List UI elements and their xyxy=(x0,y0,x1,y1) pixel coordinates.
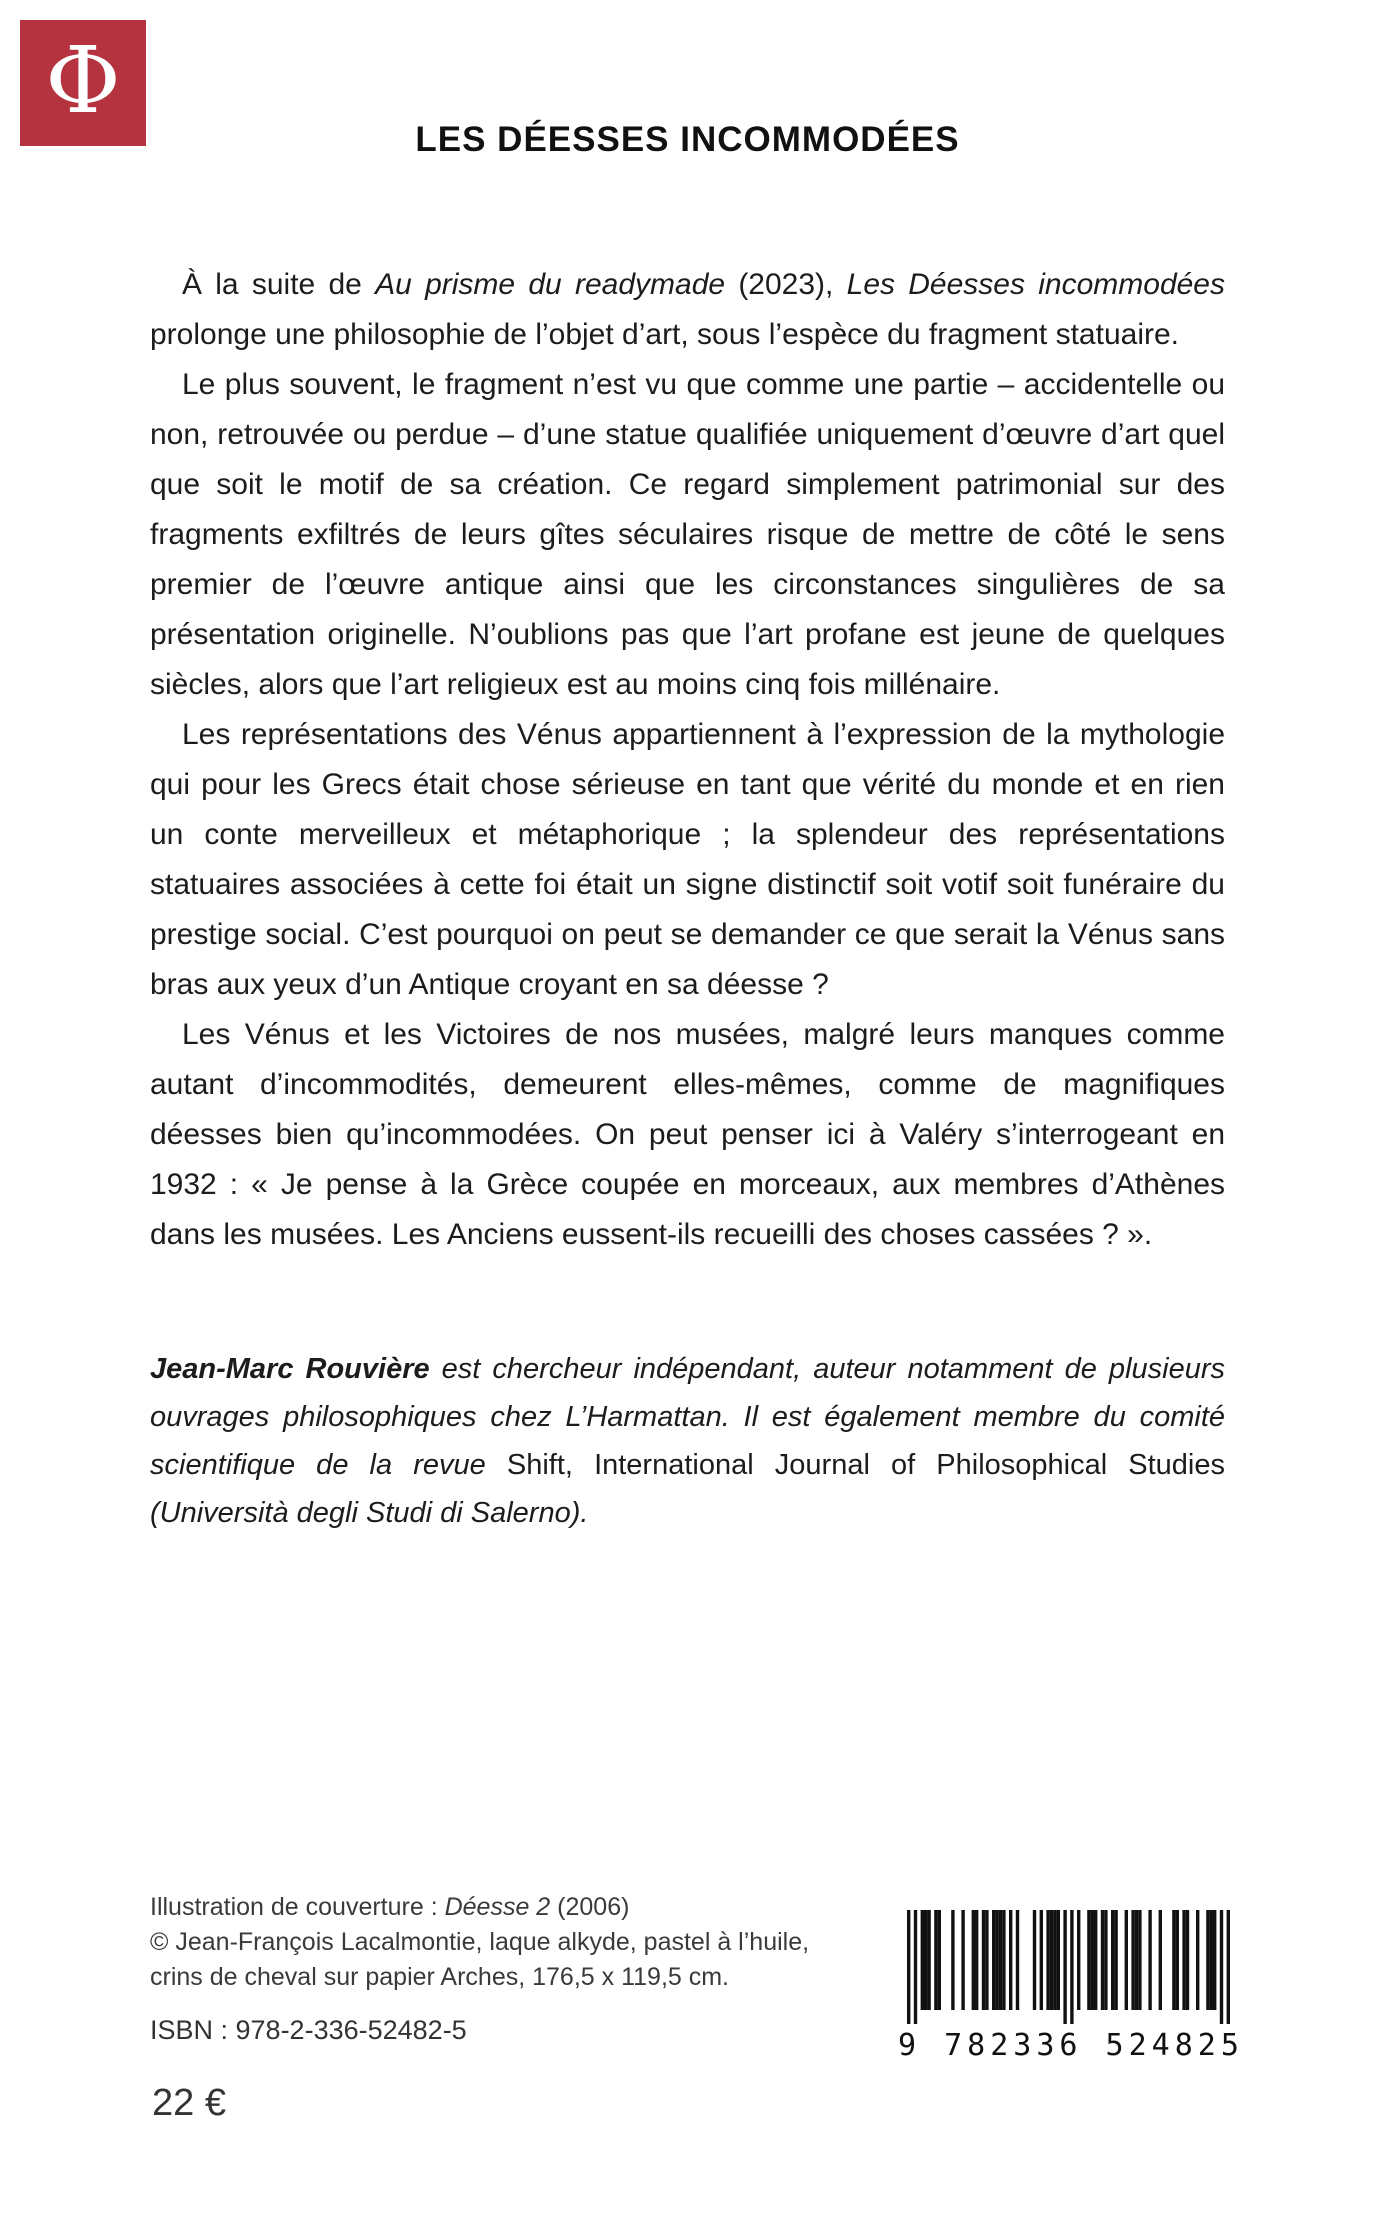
text-segment: (2006) xyxy=(550,1893,630,1921)
text-segment: est chercheur indépendant, auteur notamment de plusieurs ouvrages philosophiques chez L’Harmattan. Il est également membre du comité scientifique de la revue xyxy=(150,1353,1225,1481)
paragraph xyxy=(150,260,1225,360)
paragraph xyxy=(150,1010,1225,1260)
paragraph xyxy=(150,710,1225,1010)
text-segment: Jean-Marc Rouvière xyxy=(150,1353,430,1385)
cover-credit-line1 xyxy=(150,1890,910,1925)
text-segment: Les Déesses incommodées xyxy=(846,268,1225,301)
publisher-logo xyxy=(20,20,146,146)
cover-credit xyxy=(150,1890,910,1995)
barcode-bars xyxy=(907,1910,1230,2024)
author-bio xyxy=(150,1345,1225,1537)
text-segment: (2023), xyxy=(725,268,847,301)
barcode-digits: 9 782336 524825 xyxy=(898,2028,1244,2063)
body-text xyxy=(150,260,1225,1260)
text-segment: Au prisme du readymade xyxy=(375,268,726,301)
price: 22 € xyxy=(152,2082,226,2124)
text-segment: Illustration de couverture : xyxy=(150,1893,445,1921)
text-segment: Les représentations des Vénus appartiennent à l’expression de la mythologie qui pour les Grecs était chose sérieuse en tant que vérité du monde et en rien un conte merveilleux et métaphorique ; la splendeur des représentations statuaires associées à cette foi était un signe distinctif soit votif soit funéraire du prestige social. C’est pourquoi on peut se demander ce que serait la Vénus sans bras aux yeux d’un Antique croyant en sa déesse ? xyxy=(150,718,1225,1001)
publisher-phi-icon: Φ xyxy=(45,27,121,134)
text-segment: À la suite de xyxy=(182,268,376,301)
text-segment: Le plus souvent, le fragment n’est vu que comme une partie – accidentelle ou non, retrouvée ou perdue – d’une statue qualifiée uniquement d’œuvre d’art quel que soit le motif de sa création. Ce regard simplement patrimonial sur des fragments exfiltrés de leurs gîtes séculaires risque de mettre de côté le sens premier de l’œuvre antique ainsi que les circonstances singulières de sa présentation originelle. N’oublions pas que l’art profane est jeune de quelques siècles, alors que l’art religieux est au moins cinq fois millénaire. xyxy=(150,368,1225,701)
paragraph xyxy=(150,360,1225,710)
text-segment: Les Vénus et les Victoires de nos musées, malgré leurs manques comme autant d’incommodités, demeurent elles-mêmes, comme de magnifiques déesses bien qu’incommodées. On peut penser ici à Valéry s’interrogeant en 1932 : « Je pense à la Grèce coupée en morceaux, aux membres d’Athènes dans les musées. Les Anciens eussent-ils recueilli des choses cassées ? ». xyxy=(150,1018,1225,1251)
text-segment: Shift, International Journal of Philosophical Studies xyxy=(506,1449,1225,1481)
text-segment: Déesse 2 xyxy=(444,1893,551,1921)
cover-credit-line3: crins de cheval sur papier Arches, 176,5 x 119,5 cm. xyxy=(150,1963,730,1991)
barcode xyxy=(898,1910,1244,2063)
text-segment: (Università degli Studi di Salerno). xyxy=(150,1497,589,1529)
isbn: ISBN : 978-2-336-52482-5 xyxy=(150,2015,467,2045)
cover-credit-line2: © Jean-François Lacalmontie, laque alkyde, pastel à l’huile, xyxy=(150,1928,810,1956)
book-title: LES DÉESSES INCOMMODÉES xyxy=(415,120,960,159)
text-segment: prolonge une philosophie de l’objet d’art, sous l’espèce du fragment statuaire. xyxy=(150,318,1179,351)
